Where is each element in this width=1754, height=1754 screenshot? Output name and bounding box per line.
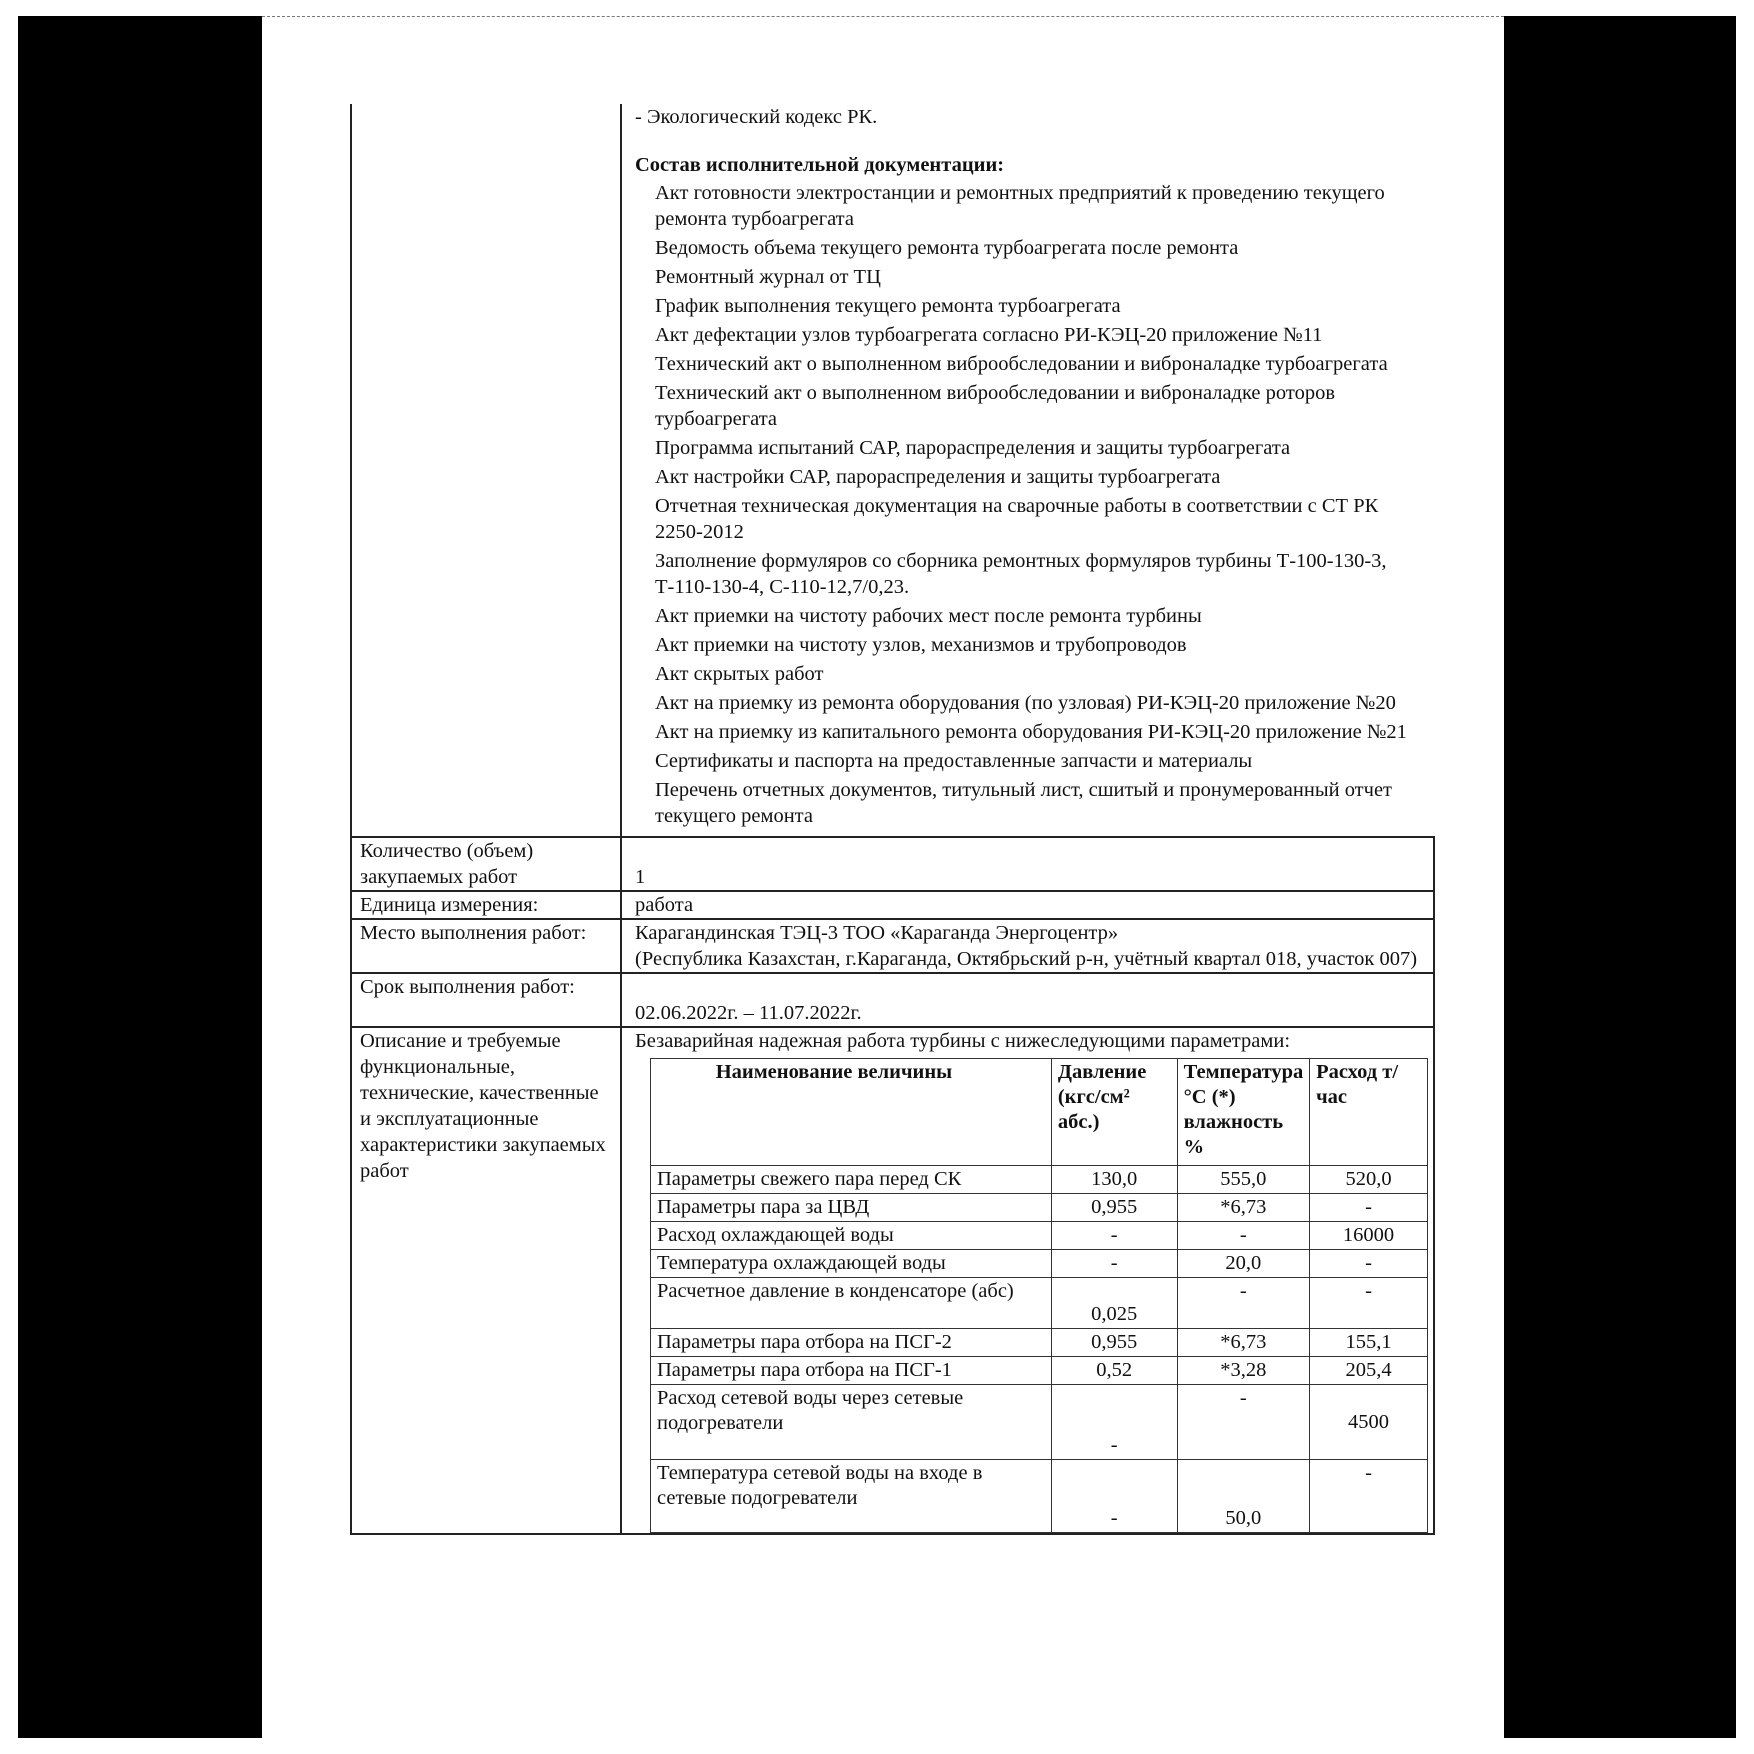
list-item: Акт приемки на чистоту рабочих мест после ремонта турбины	[655, 605, 1202, 627]
param-temperature: 20,0	[1177, 1250, 1309, 1278]
param-flow: -	[1310, 1194, 1428, 1222]
list-item: График выполнения текущего ремонта турбоагрегата	[655, 295, 1121, 317]
description-intro: Безаварийная надежная работа турбины с нижеследующими параметрами:	[635, 1030, 1291, 1052]
param-pressure: -	[1051, 1385, 1177, 1460]
list-item: Акт на приемку из ремонта оборудования (по узловая) РИ-КЭЦ-20 приложение №20	[655, 692, 1396, 714]
documentation-row-label	[351, 104, 621, 837]
description-value	[621, 1027, 1434, 1534]
param-temperature: 555,0	[1177, 1166, 1309, 1194]
unit-value: работа	[621, 891, 1434, 919]
param-temperature: -	[1177, 1385, 1309, 1460]
param-name: Расход охлаждающей воды	[651, 1222, 1052, 1250]
turbine-parameters-table	[650, 1058, 1428, 1533]
header-pressure: Давление (кгс/см² абс.)	[1051, 1059, 1177, 1166]
param-temperature: *6,73	[1177, 1329, 1309, 1357]
quantity-label: Количество (объем) закупаемых работ	[351, 837, 621, 891]
param-flow: 4500	[1310, 1385, 1428, 1460]
list-item: Ремонтный журнал от ТЦ	[655, 266, 881, 288]
param-name: Параметры пара за ЦВД	[651, 1194, 1052, 1222]
documentation-row	[351, 104, 1434, 837]
description-label: Описание и требуемые функциональные, технические, качественные и эксплуатационные характеристики закупаемых работ	[351, 1027, 621, 1534]
term-row	[351, 973, 1434, 1027]
list-item: Технический акт о выполненном виброобследовании и виброналадке турбоагрегата	[655, 353, 1388, 375]
param-name: Расход сетевой воды через сетевые подогреватели	[651, 1385, 1052, 1460]
param-name: Температура сетевой воды на входе в сетевые подогреватели	[651, 1460, 1052, 1533]
list-item: Акт скрытых работ	[655, 663, 824, 685]
table-row	[651, 1166, 1428, 1194]
place-value-line-2: (Республика Казахстан, г.Караганда, Октябрьский р-н, учётный квартал 018, участок 007)	[635, 948, 1418, 970]
param-flow: -	[1310, 1250, 1428, 1278]
documentation-heading: Состав исполнительной документации:	[635, 154, 1005, 176]
documentation-list	[635, 180, 1428, 836]
param-flow: -	[1310, 1278, 1428, 1329]
table-row	[651, 1460, 1428, 1533]
quantity-row	[351, 837, 1434, 891]
list-item: Технический акт о выполненном виброобследовании и виброналадке роторов турбоагрегата	[655, 382, 1336, 430]
term-label: Срок выполнения работ:	[351, 973, 621, 1027]
param-flow: -	[1310, 1460, 1428, 1533]
specification-table	[350, 104, 1435, 1535]
parameters-header-row	[651, 1059, 1428, 1166]
table-row	[651, 1329, 1428, 1357]
place-row	[351, 919, 1434, 973]
header-name: Наименование величины	[651, 1059, 1052, 1166]
param-name: Параметры свежего пара перед СК	[651, 1166, 1052, 1194]
param-pressure: 0,955	[1051, 1329, 1177, 1357]
table-row	[651, 1357, 1428, 1385]
param-pressure: 0,025	[1051, 1278, 1177, 1329]
param-pressure: -	[1051, 1222, 1177, 1250]
scan-border-left	[18, 16, 262, 1738]
param-pressure: 0,955	[1051, 1194, 1177, 1222]
environmental-code-line: - Экологический кодекс РК.	[635, 106, 878, 128]
header-temperature: Температура °С (*) влажность %	[1177, 1059, 1309, 1166]
param-pressure: -	[1051, 1460, 1177, 1533]
param-flow: 205,4	[1310, 1357, 1428, 1385]
list-item: Заполнение формуляров со сборника ремонтных формуляров турбины Т-100-130-3, Т-110-130-4, С-110-12,7/0,23.	[655, 550, 1387, 598]
param-temperature: *6,73	[1177, 1194, 1309, 1222]
scan-border-right	[1504, 16, 1736, 1738]
param-name: Параметры пара отбора на ПСГ-2	[651, 1329, 1052, 1357]
place-value	[621, 919, 1434, 973]
unit-label: Единица измерения:	[351, 891, 621, 919]
term-value: 02.06.2022г. – 11.07.2022г.	[621, 973, 1434, 1027]
document-page	[350, 104, 1435, 1535]
list-item: Перечень отчетных документов, титульный лист, сшитый и пронумерованный отчет текущего ремонта	[655, 779, 1393, 827]
param-flow: 16000	[1310, 1222, 1428, 1250]
param-temperature: -	[1177, 1222, 1309, 1250]
list-item: Ведомость объема текущего ремонта турбоагрегата после ремонта	[655, 237, 1239, 259]
table-row	[651, 1385, 1428, 1460]
list-item: Акт дефектации узлов турбоагрегата согласно РИ-КЭЦ-20 приложение №11	[655, 324, 1323, 346]
list-item: Сертификаты и паспорта на предоставленные запчасти и материалы	[655, 750, 1253, 772]
quantity-value: 1	[621, 837, 1434, 891]
param-temperature: 50,0	[1177, 1460, 1309, 1533]
header-flow: Расход т/час	[1310, 1059, 1428, 1166]
table-row	[651, 1278, 1428, 1329]
param-name: Расчетное давление в конденсаторе (абс)	[651, 1278, 1052, 1329]
param-flow: 520,0	[1310, 1166, 1428, 1194]
list-item: Отчетная техническая документация на сварочные работы в соответствии с СТ РК 2250-2012	[655, 495, 1379, 543]
list-item: Акт готовности электростанции и ремонтных предприятий к проведению текущего ремонта турбоагрегата	[655, 182, 1385, 230]
param-temperature: -	[1177, 1278, 1309, 1329]
table-row	[651, 1222, 1428, 1250]
table-row	[651, 1250, 1428, 1278]
param-name: Температура охлаждающей воды	[651, 1250, 1052, 1278]
table-row	[651, 1194, 1428, 1222]
param-flow: 155,1	[1310, 1329, 1428, 1357]
documentation-row-value	[621, 104, 1434, 837]
list-item: Акт настройки САР, парораспределения и защиты турбоагрегата	[655, 466, 1221, 488]
param-pressure: 130,0	[1051, 1166, 1177, 1194]
list-item: Программа испытаний САР, парораспределения и защиты турбоагрегата	[655, 437, 1291, 459]
place-label: Место выполнения работ:	[351, 919, 621, 973]
param-pressure: -	[1051, 1250, 1177, 1278]
unit-row	[351, 891, 1434, 919]
scan-top-edge	[262, 16, 1504, 17]
list-item: Акт на приемку из капитального ремонта оборудования РИ-КЭЦ-20 приложение №21	[655, 721, 1407, 743]
list-item: Акт приемки на чистоту узлов, механизмов и трубопроводов	[655, 634, 1187, 656]
place-value-line-1: Карагандинская ТЭЦ-3 ТОО «Караганда Энергоцентр»	[635, 922, 1119, 944]
param-pressure: 0,52	[1051, 1357, 1177, 1385]
param-name: Параметры пара отбора на ПСГ-1	[651, 1357, 1052, 1385]
description-row	[351, 1027, 1434, 1534]
param-temperature: *3,28	[1177, 1357, 1309, 1385]
